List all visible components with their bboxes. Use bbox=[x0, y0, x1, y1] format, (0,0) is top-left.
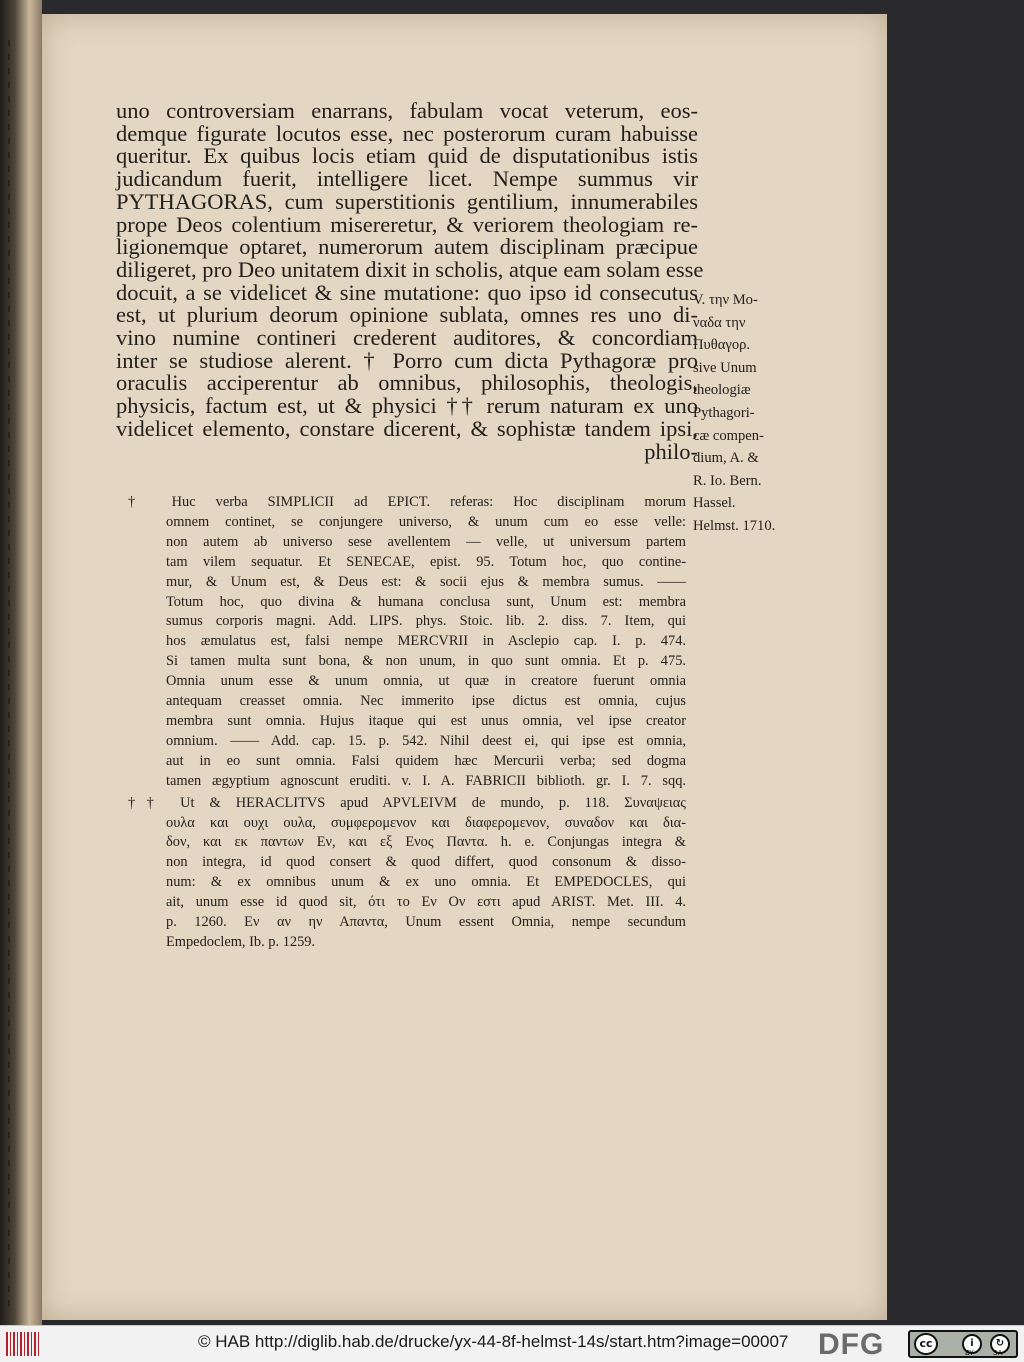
copyright-link[interactable]: © HAB http://diglib.hab.de/drucke/yx-44-8f-helmst-14s/start.htm?image=00007 bbox=[198, 1332, 789, 1351]
previous-page-edge bbox=[0, 0, 42, 1325]
footnote-line: non autem ab universo sese avellentem — velle, ut universum partem bbox=[166, 533, 686, 550]
text-line: physicis, factum est, ut & physici †† rerum naturam ex uno bbox=[116, 393, 698, 419]
footnote-line: hos æmulatus est, falsi nempe MERCVRII in Asclepio cap. I. p. 474. bbox=[166, 633, 686, 650]
margin-note-line: dium, A. & bbox=[693, 450, 759, 467]
margin-note-line: Πυθαγορ. bbox=[693, 337, 751, 354]
footnote-2 bbox=[128, 794, 686, 953]
footnotes bbox=[128, 493, 686, 953]
footnote-line: sumus corporis magni. Add. LIPS. phys. Stoic. lib. 2. diss. 7. Item, qui bbox=[166, 613, 686, 630]
footnote-line: omnem continet, se conjungere universo, & unum cum eo esse velle: bbox=[166, 513, 686, 530]
text-line: est, ut plurium deorum opinione sublata, omnes res uno di- bbox=[116, 302, 698, 328]
footnote-line: δον, και εκ παντων Εν, και εξ Ενος Παντα. h. e. Conjungas integra & bbox=[166, 834, 686, 851]
hab-logo-icon bbox=[6, 1332, 40, 1356]
footnote-line: tamen ægyptium agnoscunt eruditi. v. I. A. FABRICII biblioth. gr. I. 7. sqq. bbox=[166, 772, 686, 789]
footnote-line: mur, & Unum est, & Deus est: & socii ejus & membra sumus. —— bbox=[166, 573, 686, 590]
text-line: diligeret, pro Deo unitatem dixit in scholis, atque eam solam esse bbox=[116, 256, 704, 282]
text-line: PYTHAGORAS, cum superstitionis gentilium, innumerabiles bbox=[116, 188, 698, 214]
text-line: uno controversiam enarrans, fabulam vocat veterum, eos- bbox=[116, 98, 698, 123]
footnote-line: †† Ut & HERACLITVS apud APVLEIVM de mundo, p. 118. Συναψειας bbox=[128, 794, 686, 811]
footnote-line: non integra, id quod consert & quod differt, quod consonum & disso- bbox=[166, 854, 686, 871]
footnote-line: tam vilem sequatur. Et SENECAE, epist. 95. Totum hoc, quo contine- bbox=[166, 553, 686, 570]
footnote-line: † Huc verba SIMPLICII ad EPICT. referas: Hoc disciplinam morum bbox=[128, 494, 686, 510]
dfg-logo: DFG bbox=[818, 1328, 885, 1361]
margin-note-line: R. Io. Bern. bbox=[693, 472, 762, 489]
footnote-line: ουλα και ουχι ουλα, συμφερομενον και διαφερομενον, συναδον και δια- bbox=[166, 814, 686, 831]
footnote-line: p. 1260. Εν αν ην Απαντα, Unum essent Omnia, nempe secundum bbox=[166, 914, 686, 931]
text-line: judicandum fuerit, intelligere licet. Nempe summus vir bbox=[116, 166, 698, 192]
text-line: queritur. Ex quibus locis etiam quid de disputationibus istis bbox=[116, 143, 698, 169]
margin-note-line: ναδα την bbox=[693, 314, 746, 331]
margin-note-line: V. την Μο- bbox=[693, 292, 758, 308]
footnote-line: Empedoclem, Ib. p. 1259. bbox=[166, 933, 316, 950]
margin-note-line: Hassel. bbox=[693, 495, 736, 512]
attribution-icon: i bbox=[962, 1334, 982, 1354]
text-line: videlicet elemento, constare dicerent, & sophistæ tandem ipsi, bbox=[116, 415, 698, 441]
text-line: philo- bbox=[644, 438, 698, 464]
text-line: vino numine contineri crederent auditores, & concordiam bbox=[116, 325, 698, 351]
margin-note-line: cæ compen- bbox=[693, 427, 764, 444]
footnote-1 bbox=[128, 493, 686, 792]
footnote-line: Omnia unum esse & unum omnia, ut quæ in creatore fuerunt omnia bbox=[166, 673, 686, 690]
footnote-line: num: & ex omnibus unum & ex uno omnia. Et EMPEDOCLES, qui bbox=[166, 874, 686, 891]
margin-note-line: sive Unum bbox=[693, 359, 757, 376]
margin-note-line: theologiæ bbox=[693, 382, 751, 399]
sa-label: SA bbox=[993, 1349, 1003, 1357]
text-line: docuit, a se videlicet & sine mutatione: quo ipso id consecutus bbox=[116, 279, 698, 305]
text-line: prope Deos colentium misereretur, & veriorem theologiam re- bbox=[116, 211, 698, 237]
footnote-line: ait, unum esse id quod sit, ότι το Εν Ον εστι apud ARIST. Met. III. 4. bbox=[166, 894, 686, 911]
footnote-line: aut in eo sunt omnia. Falsi quidem hæc Mercurii verba; sed dogma bbox=[166, 752, 686, 769]
text-line: inter se studiose alerent. † Porro cum dicta Pythagoræ pro bbox=[116, 347, 698, 373]
margin-note-line: Helmst. 1710. bbox=[693, 517, 776, 534]
margin-note bbox=[693, 289, 783, 538]
text-line: oraculis acciperentur ab omnibus, philosophis, theologis, bbox=[116, 370, 698, 396]
by-label: BY bbox=[965, 1349, 974, 1357]
text-line: demque figurate locutos esse, nec posterorum curam habuisse bbox=[116, 120, 698, 146]
cc-license-badge[interactable] bbox=[908, 1330, 1018, 1358]
share-alike-icon: ↻ bbox=[990, 1334, 1010, 1354]
margin-note-line: Pythagori- bbox=[693, 404, 755, 421]
footnote-line: antequam creasset omnia. Nec immerito ipse dictus est omnia, cujus bbox=[166, 693, 686, 710]
footnote-line: Totum hoc, quo divina & humana conclusa sunt, Unum est: membra bbox=[166, 593, 686, 610]
main-text-block bbox=[116, 98, 704, 464]
viewer-footer bbox=[0, 1325, 1024, 1362]
footnote-line: Si tamen multa sunt bona, & non unum, in quo sunt omnia. Et p. 475. bbox=[166, 653, 686, 670]
text-line: ligionemque optaret, numerorum autem disciplinam præcipue bbox=[116, 234, 698, 260]
footnote-line: omnium. —— Add. cap. 15. p. 542. Nihil deest ei, qui ipse est omnia, bbox=[166, 732, 686, 749]
footnote-line: membra sunt omnia. Hujus itaque qui est unus omnia, vel ipse creator bbox=[166, 712, 686, 729]
cc-icon: cc bbox=[914, 1333, 938, 1355]
